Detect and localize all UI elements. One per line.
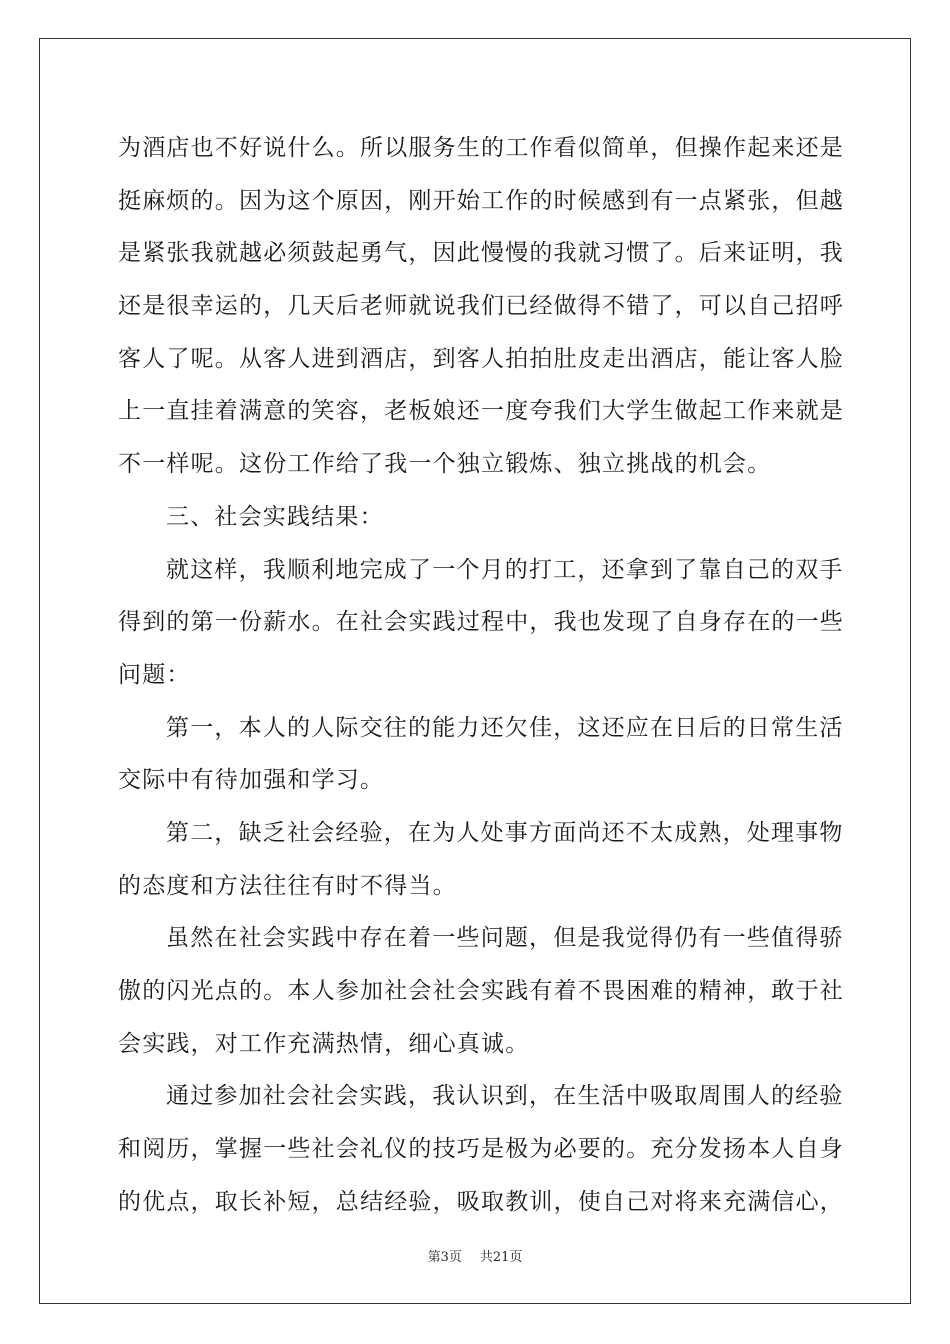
- text-line: 不一样呢。这份工作给了我一个独立锻炼、独立挑战的机会。: [118, 451, 772, 478]
- page-total: 共21页: [479, 1250, 523, 1265]
- text-line: 第一，本人的人际交往的能力还欠佳，这还应在日后的日常生活: [166, 714, 844, 741]
- text-line: 是紧张我就越必须鼓起勇气，因此慢慢的我就习惯了。后来证明，我: [118, 240, 844, 267]
- text-line: 的态度和方法往往有时不得当。: [118, 872, 457, 899]
- text-line: 客人了呢。从客人进到酒店，到客人拍拍肚皮走出酒店，能让客人脸: [118, 345, 844, 372]
- text-line: 问题：: [118, 661, 191, 688]
- text-line: 第二，缺乏社会经验，在为人处事方面尚还不太成熟，处理事物: [166, 819, 844, 846]
- text-line: 得到的第一份薪水。在社会实践过程中，我也发现了自身存在的一些: [118, 609, 844, 636]
- text-line: 挺麻烦的。因为这个原因，刚开始工作的时候感到有一点紧张，但越: [118, 187, 844, 214]
- text-line: 会实践，对工作充满热情，细心真诚。: [118, 1030, 530, 1057]
- text-line: 的优点，取长补短，总结经验，吸取教训，使自己对将来充满信心，: [118, 1188, 844, 1215]
- text-line: 和阅历，掌握一些社会礼仪的技巧是极为必要的。充分发扬本人自身: [118, 1136, 844, 1163]
- page-footer: [0, 1246, 950, 1265]
- text-line: 就这样，我顺利地完成了一个月的打工，还拿到了靠自己的双手: [166, 556, 844, 583]
- text-line: 上一直挂着满意的笑容，老板娘还一度夸我们大学生做起工作来就是: [118, 398, 844, 425]
- text-line: 虽然在社会实践中存在着一些问题，但是我觉得仍有一些值得骄: [166, 925, 844, 952]
- page-number: 第3页: [427, 1250, 462, 1265]
- text-line: 通过参加社会社会实践，我认识到，在生活中吸取周围人的经验: [166, 1083, 844, 1110]
- text-line: 还是很幸运的，几天后老师就说我们已经做得不错了，可以自己招呼: [118, 293, 844, 320]
- text-line: 傲的闪光点的。本人参加社会社会实践有着不畏困难的精神，敢于社: [118, 978, 844, 1004]
- document-body: [118, 128, 844, 1234]
- text-line: 为酒店也不好说什么。所以服务生的工作看似简单，但操作起来还是: [118, 135, 844, 161]
- section-heading: 三、社会实践结果：: [166, 503, 384, 530]
- text-line: 交际中有待加强和学习。: [118, 767, 385, 794]
